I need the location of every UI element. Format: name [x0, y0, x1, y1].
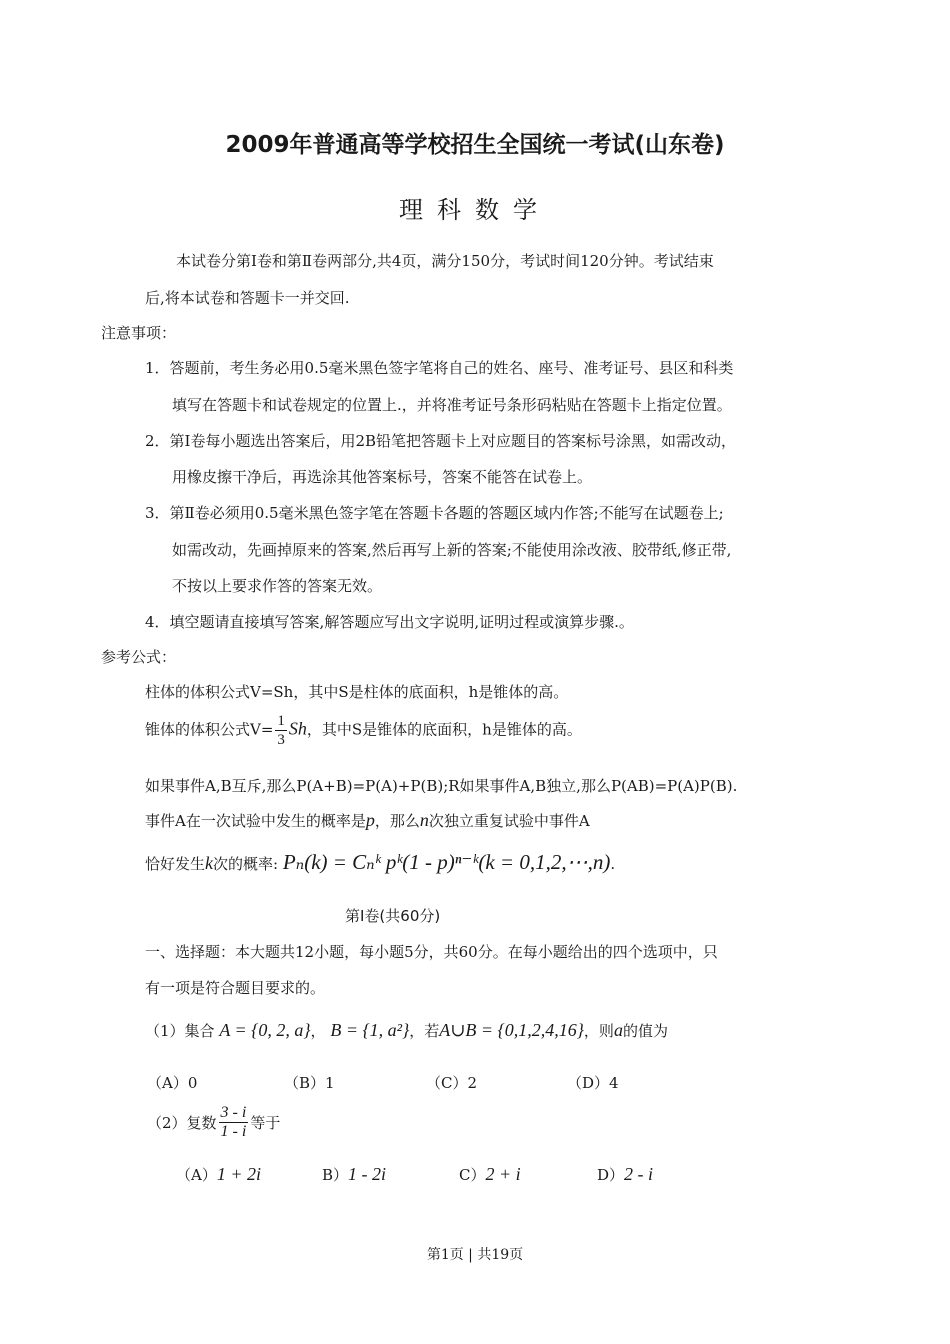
- prism-volume-formula: 柱体的体积公式V=Sh，其中S是柱体的底面积，h是锥体的高。: [145, 683, 569, 701]
- intro-line-2: 后,将本试卷和答题卡一并交回.: [145, 289, 350, 307]
- section-heading: 第Ⅰ卷(共60分): [345, 907, 441, 925]
- q2-option-b: B）1 - 2i: [322, 1164, 387, 1184]
- q1-option-d: （D）4: [567, 1074, 619, 1092]
- note-line: 1．答题前，考生务必用0.5毫米黑色签字笔将自己的姓名、座号、准考证号、县区和科类: [145, 359, 734, 377]
- note-line: 如需改动，先画掉原来的答案,然后再写上新的答案;不能使用涂改液、胶带纸,修正带,: [172, 541, 732, 559]
- q2-option-c: C）2 + i: [459, 1164, 521, 1184]
- notes-heading: 注意事项：: [101, 324, 177, 342]
- note-line: 3．第Ⅱ卷必须用0.5毫米黑色签字笔在答题卡各题的答题区域内作答;不能写在试题卷上;: [145, 504, 724, 522]
- formulas-heading: 参考公式：: [101, 648, 177, 666]
- q1-option-b: （B）1: [284, 1074, 335, 1092]
- question-1: （1）集合 A = {0, 2, a}， B = {1, a²}，若A∪B = {0,1,2,4,16}，则a的值为: [145, 1020, 668, 1040]
- intro-line-1: 本试卷分第Ⅰ卷和第Ⅱ卷两部分,共4页，满分150分，考试时间120分钟。考试结束: [176, 252, 714, 270]
- cone-volume-formula: 锥体的体积公式V= $\frac{1}{3}$ Sh，其中S是锥体的底面积，h是锥体的高。: [145, 713, 582, 748]
- trial-statement: 事件A在一次试验中发生的概率是p，那么n次独立重复试验中事件A: [145, 810, 590, 830]
- question-2: （2）复数 $\frac{3 - i}{1 - i}$ 等于: [147, 1104, 281, 1140]
- page-subtitle: 理科数学: [399, 196, 551, 224]
- section-instructions-line-1: 一、选择题：本大题共12小题，每小题5分，共60分。在每小题给出的四个选项中，只: [145, 943, 718, 961]
- binomial-probability: 恰好发生k次的概率: Pₙ(k) = Cₙᵏ pᵏ(1 - p)ⁿ⁻ᵏ(k = 0,1,2,⋯,n).: [145, 850, 616, 874]
- section-instructions-line-2: 有一项是符合题目要求的。: [145, 979, 326, 997]
- set-a: A = {0, 2, a}: [219, 1020, 311, 1040]
- fraction-one-third: $\frac{1}{3}$: [277, 713, 285, 748]
- complex-fraction: $\frac{3 - i}{1 - i}$: [220, 1104, 247, 1140]
- event-probability-rules: 如果事件A,B互斥,那么P(A+B)=P(A)+P(B);R如果事件A,B独立,那么P(AB)=P(A)P(B).: [145, 777, 738, 795]
- note-line: 不按以上要求作答的答案无效。: [172, 577, 383, 595]
- q1-option-c: （C）2: [426, 1074, 478, 1092]
- note-line: 用橡皮擦干净后，再选涂其他答案标号，答案不能答在试卷上。: [172, 468, 593, 486]
- set-b: B = {1, a²}: [330, 1020, 410, 1040]
- page-footer: 第1页 | 共19页: [426, 1247, 524, 1263]
- set-union: A∪B = {0,1,2,4,16}: [439, 1020, 584, 1040]
- q1-option-a: （A）0: [147, 1074, 198, 1092]
- note-line: 填写在答题卡和试卷规定的位置上.，并将准考证号条形码粘贴在答题卡上指定位置。: [172, 396, 732, 414]
- q2-option-d: D）2 - i: [597, 1164, 654, 1184]
- page-title: 2009年普通高等学校招生全国统一考试(山东卷): [225, 132, 725, 158]
- note-line: 2．第Ⅰ卷每小题选出答案后，用2B铅笔把答题卡上对应题目的答案标号涂黑，如需改动，: [145, 432, 737, 450]
- binomial-formula: Pₙ(k) = Cₙᵏ pᵏ(1 - p)ⁿ⁻ᵏ(k = 0,1,2,⋯,n): [282, 850, 611, 874]
- note-line: 4．填空题请直接填写答案,解答题应写出文字说明,证明过程或演算步骤.。: [145, 613, 634, 631]
- q2-option-a: （A）1 + 2i: [176, 1164, 261, 1184]
